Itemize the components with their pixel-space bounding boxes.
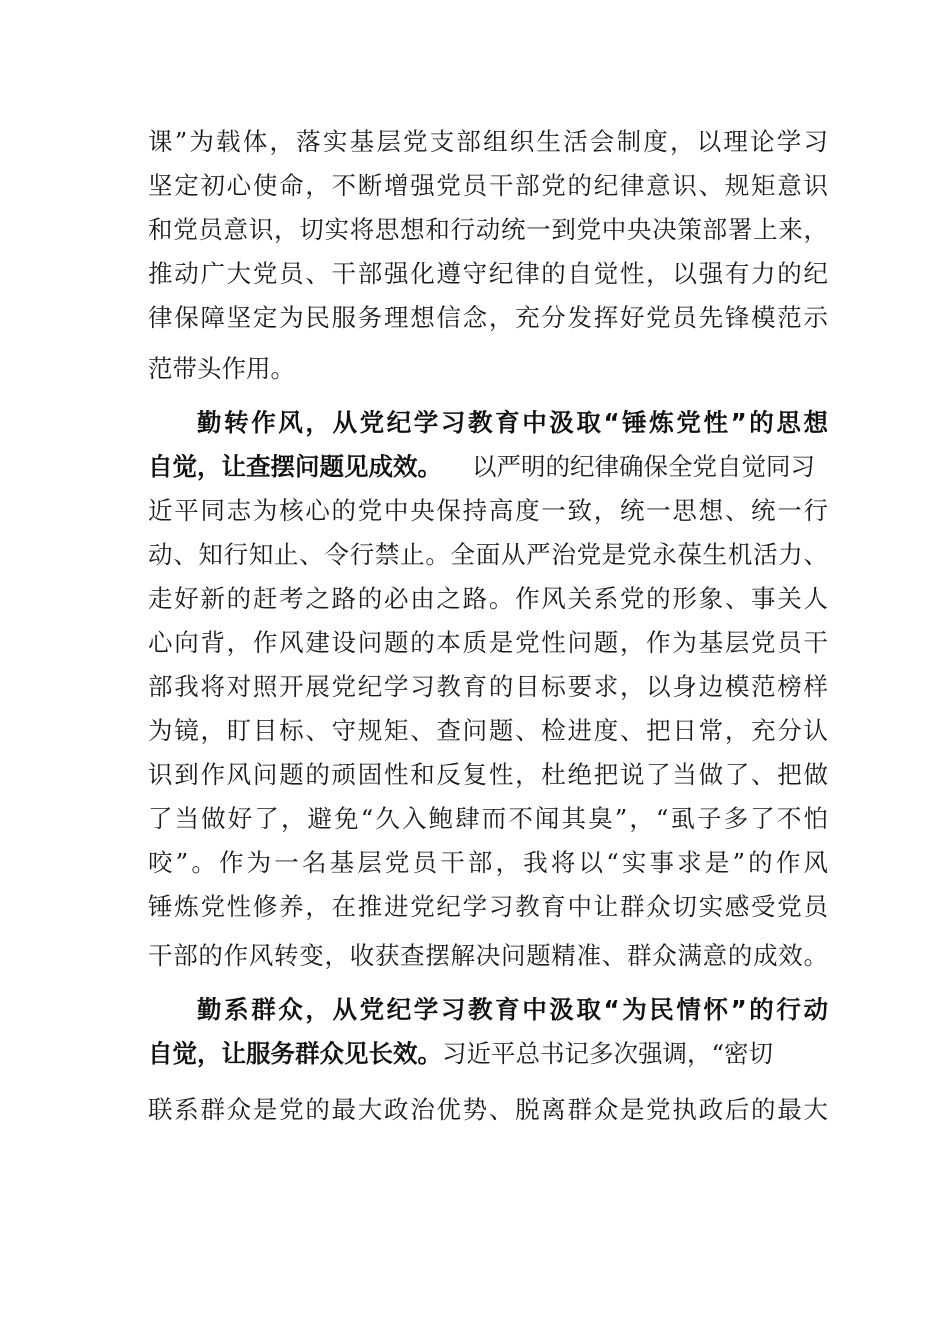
body-text: 习近平总书记多次强调，“密切 xyxy=(442,1039,774,1068)
section-heading: 勤系群众，从党纪学习教育中汲取“为民情怀”的行动 xyxy=(197,995,828,1024)
text-line: 锤炼党性修养，在推进党纪学习教育中让群众切实感受党员 xyxy=(148,892,828,921)
text-line: 部我将对照开展党纪学习教育的目标要求，以身边模范榜样 xyxy=(148,672,828,701)
text-line: 范带头作用。 xyxy=(148,354,295,383)
text-line: 了当做好了，避免“久入鲍肆而不闻其臭”，“虱子多了不怕 xyxy=(148,804,828,833)
text-line: 联系群众是党的最大政治优势、脱离群众是党执政后的最大 xyxy=(148,1095,828,1124)
text-line: 走好新的赶考之路的必由之路。作风关系党的形象、事关人 xyxy=(148,584,828,613)
body-text: 以严明的纪律确保全党自觉同习 xyxy=(472,452,815,481)
text-line: 为镜，盯目标、守规矩、查问题、检进度、把日常，充分认 xyxy=(148,716,828,745)
text-line: 课”为载体，落实基层党支部组织生活会制度，以理论学习 xyxy=(148,127,828,156)
text-line: 推动广大党员、干部强化遵守纪律的自觉性，以强有力的纪 xyxy=(148,259,828,288)
text-line: 干部的作风转变，收获查摆解决问题精准、群众满意的成效。 xyxy=(148,941,828,970)
text-line: 和党员意识，切实将思想和行动统一到党中央决策部署上来， xyxy=(148,215,828,244)
text-line: 律保障坚定为民服务理想信念，充分发挥好党员先锋模范示 xyxy=(148,303,828,332)
section-heading-end: 自觉，让查摆问题见成效。 xyxy=(148,452,442,481)
text-line: 近平同志为核心的党中央保持高度一致，统一思想、统一行 xyxy=(148,496,828,525)
text-line: 心向背，作风建设问题的本质是党性问题，作为基层党员干 xyxy=(148,628,828,657)
text-line: 咬”。作为一名基层党员干部，我将以“实事求是”的作风 xyxy=(148,848,828,877)
heading-continuation-line xyxy=(148,1034,828,1074)
section-heading: 勤转作风，从党纪学习教育中汲取“锤炼党性”的思想 xyxy=(197,408,828,437)
text-line: 动、知行知止、令行禁止。全面从严治党是党永葆生机活力、 xyxy=(148,540,828,569)
text-line: 识到作风问题的顽固性和反复性，杜绝把说了当做了、把做 xyxy=(148,760,828,789)
text-line: 坚定初心使命，不断增强党员干部党的纪律意识、规矩意识 xyxy=(148,171,828,200)
heading-continuation-line xyxy=(148,447,828,487)
section-heading-end: 自觉，让服务群众见长效。 xyxy=(148,1039,442,1068)
